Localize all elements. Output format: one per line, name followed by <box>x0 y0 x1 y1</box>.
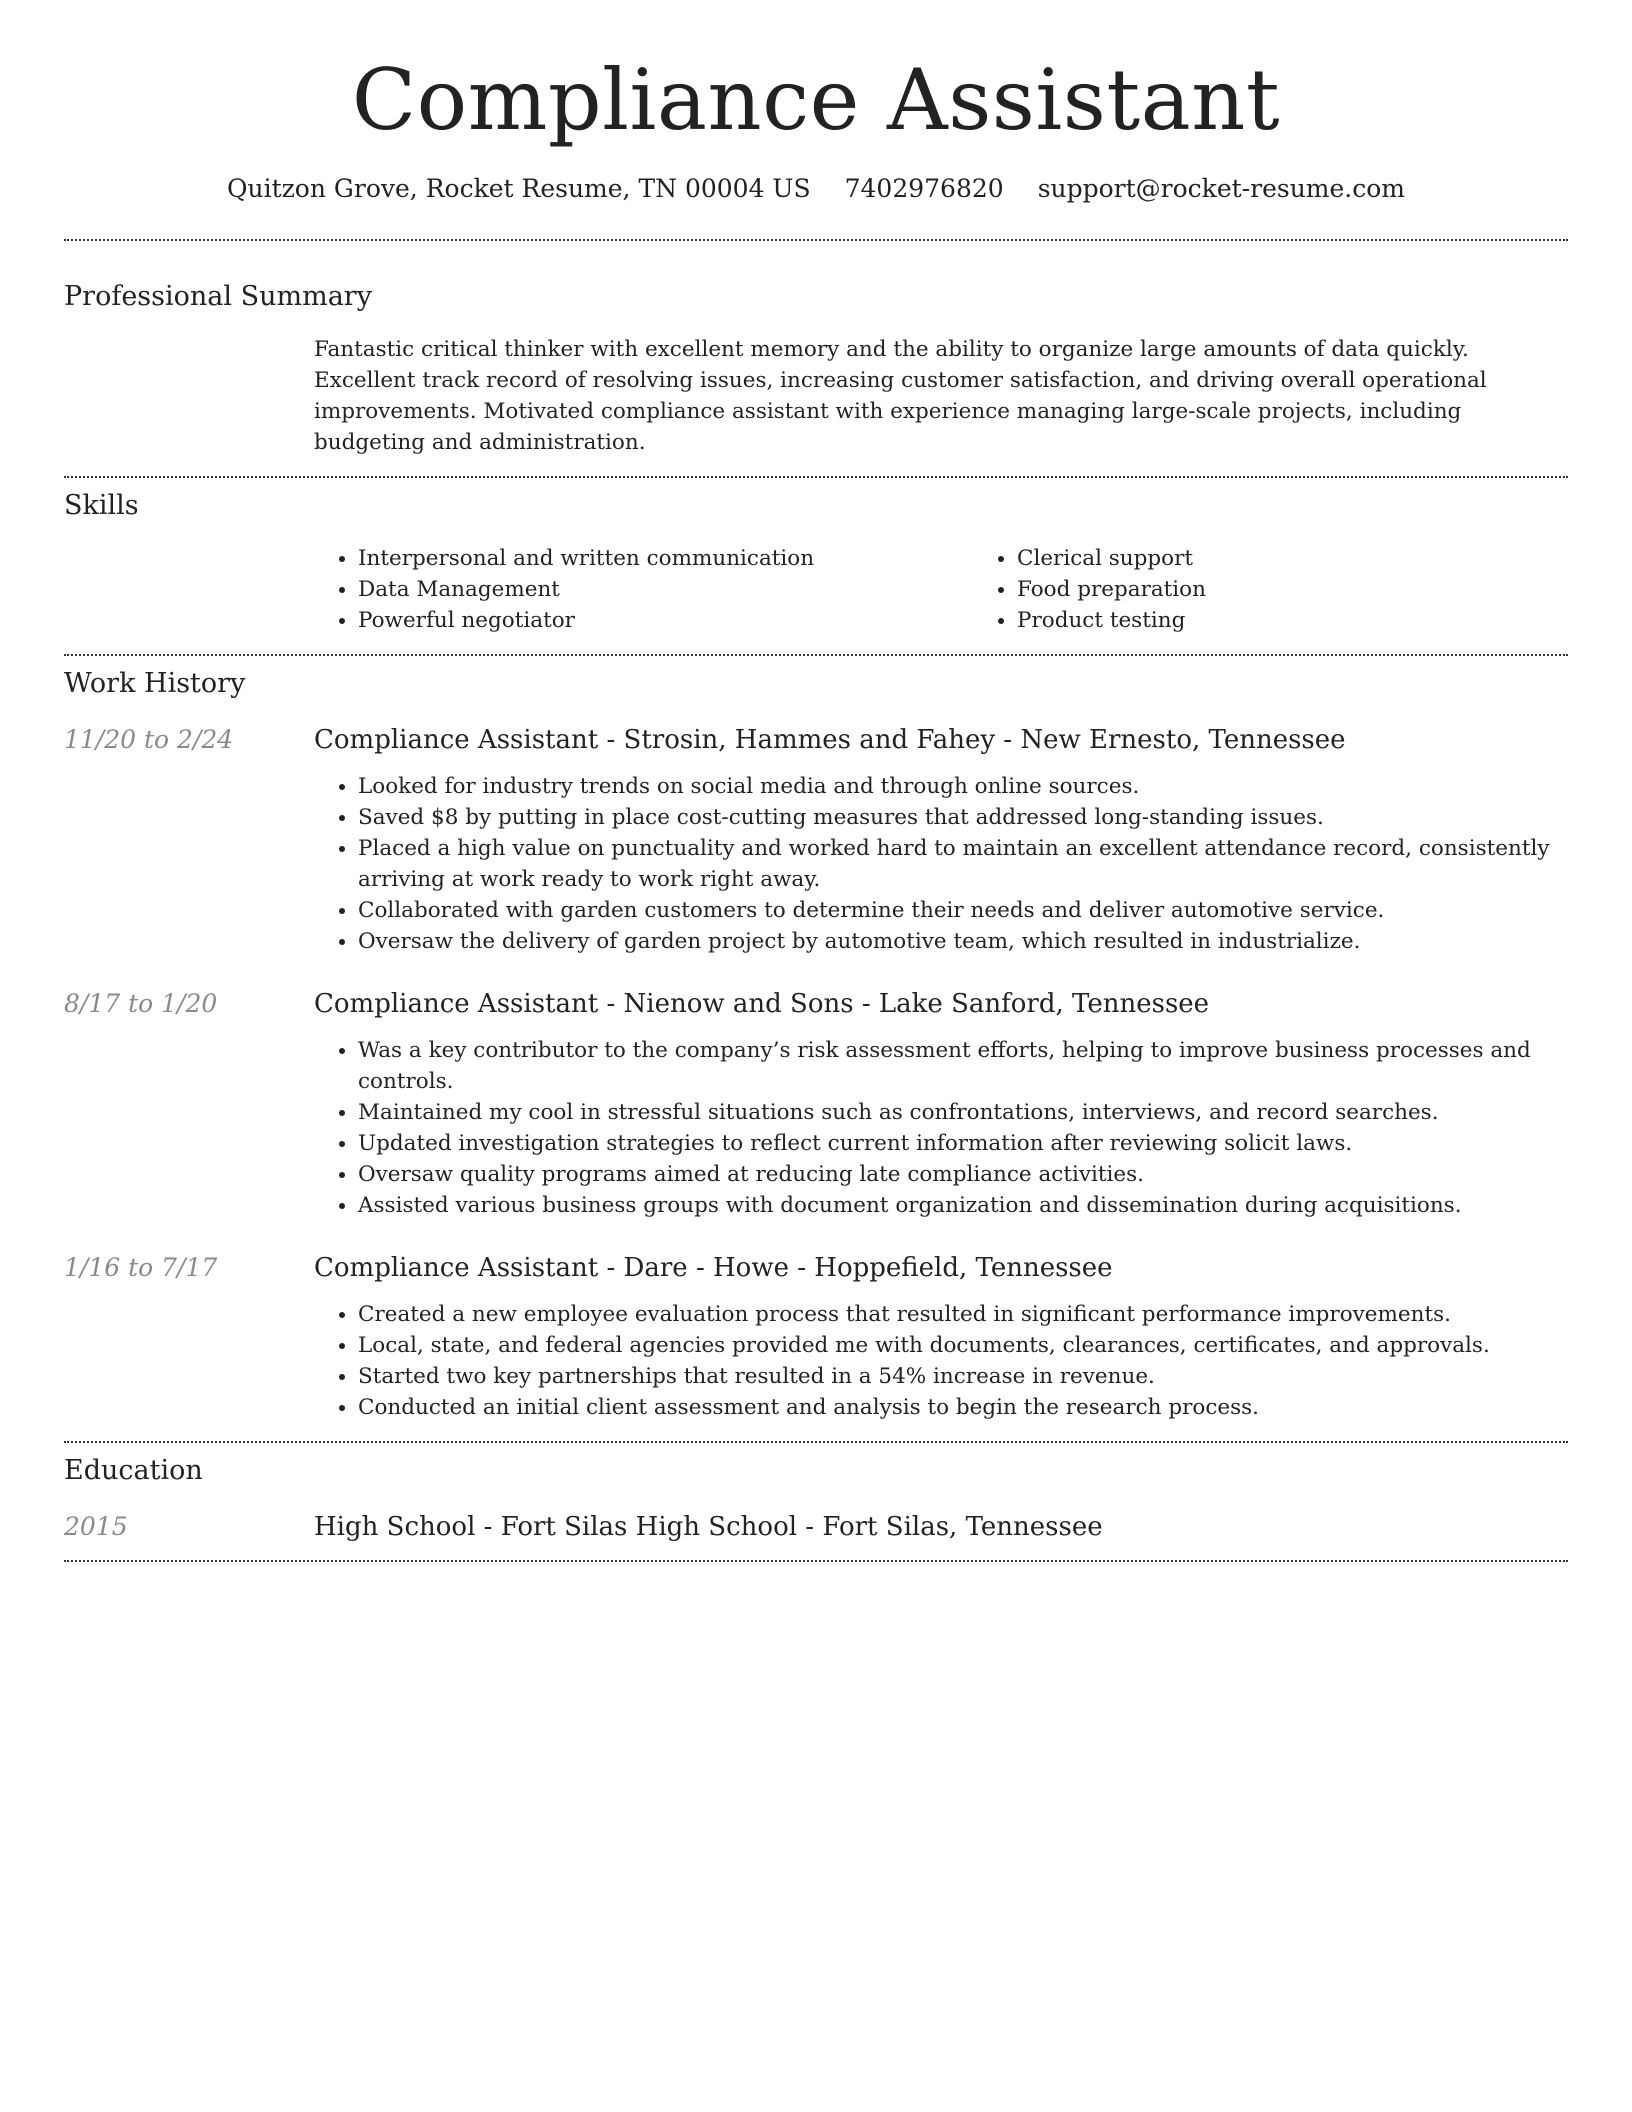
summary-row <box>64 334 1568 458</box>
job-dates: 1/16 to 7/17 <box>64 1253 218 1282</box>
skills-list-left <box>314 543 973 636</box>
contact-line <box>64 174 1568 203</box>
job-entry <box>64 989 1568 1221</box>
resume-title: Compliance Assistant <box>351 51 1281 149</box>
job-bullet: • Maintained my cool in stressful situations such as confrontations, interviews, and record searches. <box>358 1097 1568 1128</box>
job-bullet: • Updated investigation strategies to reflect current information after reviewing solicit laws. <box>358 1128 1568 1159</box>
job-bullet: • Oversaw quality programs aimed at reducing late compliance activities. <box>358 1159 1568 1190</box>
job-bullet: • Was a key contributor to the company’s risk assessment efforts, helping to improve business processes and controls. <box>358 1035 1568 1097</box>
job-dates: 8/17 to 1/20 <box>64 989 218 1018</box>
education-year: 2015 <box>64 1512 128 1541</box>
divider <box>64 476 1568 478</box>
contact-email[interactable]: support@rocket-resume.com <box>1037 174 1405 203</box>
divider <box>64 654 1568 656</box>
job-bullets <box>314 1035 1568 1221</box>
skills-row <box>64 543 1568 636</box>
skills-grid <box>314 543 1632 636</box>
job-bullet: • Oversaw the delivery of garden project by automotive team, which resulted in industrialize. <box>358 926 1568 957</box>
skill-item: • Interpersonal and written communication <box>358 543 973 574</box>
summary-heading: Professional Summary <box>64 281 372 312</box>
summary-text: Fantastic critical thinker with excellent memory and the ability to organize large amounts of data quickly. Excellent track record of resolving issues, increasing customer satisfaction, and driving overall operational improvements. Motivated compliance assistant with experience managing large-scale projects, including budgeting and administration. <box>314 337 1487 455</box>
contact-address: Quitzon Grove, Rocket Resume, TN 00004 US <box>227 174 811 203</box>
job-bullet: • Assisted various business groups with document organization and dissemination during acquisitions. <box>358 1190 1568 1221</box>
job-bullet: • Started two key partnerships that resulted in a 54% increase in revenue. <box>358 1361 1568 1392</box>
education-heading: Education <box>64 1455 203 1486</box>
job-bullets <box>314 771 1568 957</box>
contact-phone: 7402976820 <box>844 174 1004 203</box>
job-bullet: • Looked for industry trends on social media and through online sources. <box>358 771 1568 802</box>
education-title: High School - Fort Silas High School - Fort Silas, Tennessee <box>314 1512 1103 1542</box>
divider <box>64 239 1568 241</box>
skill-item: • Food preparation <box>1017 574 1632 605</box>
job-bullet: • Local, state, and federal agencies provided me with documents, clearances, certificates, and approvals. <box>358 1330 1568 1361</box>
skill-item: • Powerful negotiator <box>358 605 973 636</box>
divider <box>64 1441 1568 1443</box>
job-title: Compliance Assistant - Nienow and Sons - Lake Sanford, Tennessee <box>314 989 1210 1019</box>
resume-page <box>64 0 1568 1562</box>
job-bullet: • Created a new employee evaluation process that resulted in significant performance improvements. <box>358 1299 1568 1330</box>
job-title: Compliance Assistant - Strosin, Hammes and Fahey - New Ernesto, Tennessee <box>314 725 1346 755</box>
skills-list-right <box>973 543 1632 636</box>
job-entry <box>64 725 1568 957</box>
skill-item: • Data Management <box>358 574 973 605</box>
job-dates: 11/20 to 2/24 <box>64 725 234 754</box>
job-bullets <box>314 1299 1568 1423</box>
divider <box>64 1560 1568 1562</box>
job-bullet: • Conducted an initial client assessment and analysis to begin the research process. <box>358 1392 1568 1423</box>
skill-item: • Clerical support <box>1017 543 1632 574</box>
work-heading: Work History <box>64 668 246 699</box>
education-entry <box>64 1512 1568 1542</box>
job-bullet: • Collaborated with garden customers to determine their needs and deliver automotive service. <box>358 895 1568 926</box>
job-bullet: • Placed a high value on punctuality and worked hard to maintain an excellent attendance record, consistently arriving at work ready to work right away. <box>358 833 1568 895</box>
skills-heading: Skills <box>64 490 139 521</box>
job-title: Compliance Assistant - Dare - Howe - Hoppefield, Tennessee <box>314 1253 1113 1283</box>
skill-item: • Product testing <box>1017 605 1632 636</box>
job-entry <box>64 1253 1568 1423</box>
job-bullet: • Saved $8 by putting in place cost-cutting measures that addressed long-standing issues. <box>358 802 1568 833</box>
